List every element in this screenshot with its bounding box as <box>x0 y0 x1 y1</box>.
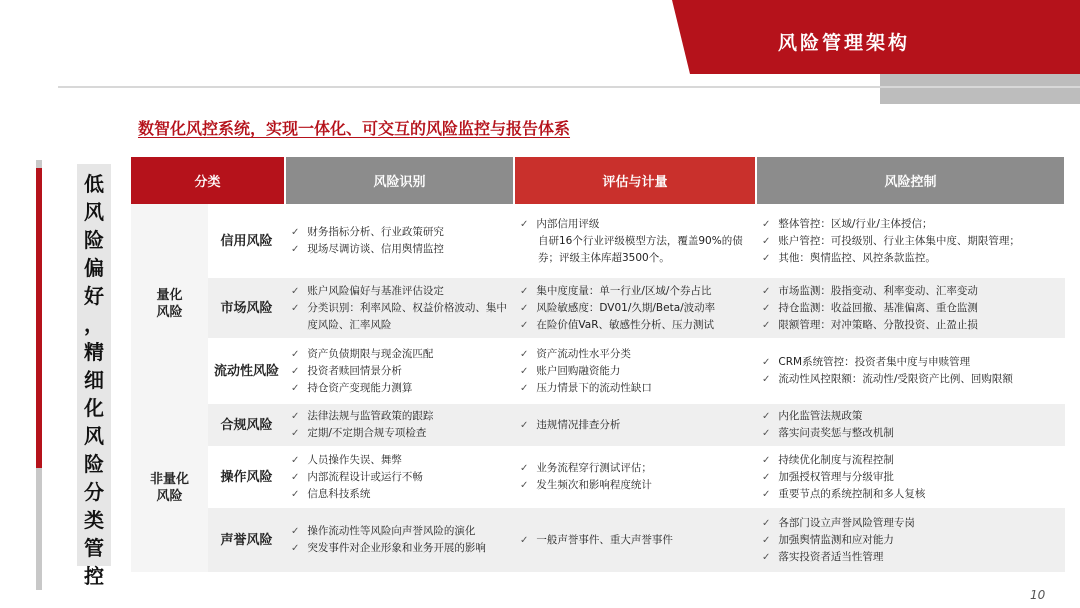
list-item-text: 现场尽调访谈、信用舆情监控 <box>307 243 444 255</box>
vertical-title-char: 偏 <box>84 256 104 280</box>
check-mark-icon: ✓ <box>762 551 771 563</box>
list-item <box>520 363 750 380</box>
list-item-text: 业务流程穿行测试评估； <box>536 462 652 474</box>
list-item-text: 限额管理：对冲策略、分散投资、止盈止损 <box>778 318 978 331</box>
vertical-title-char: 控 <box>84 564 104 588</box>
list-item-text: 一般声誉事件、重大声誉事件 <box>536 533 673 546</box>
vertical-title-char: 风 <box>84 424 104 448</box>
vertical-title-char: 分 <box>84 480 104 504</box>
vertical-title <box>77 170 111 590</box>
list-item-text: 操作流动性等风险向声誉风险的演化 <box>307 525 476 537</box>
list-item-text: 压力情景下的流动性缺口 <box>536 381 652 394</box>
list-item <box>520 346 750 363</box>
list-item-text: 持仓资产变现能力测算 <box>307 381 413 394</box>
check-mark-icon: ✓ <box>291 348 300 360</box>
check-mark-icon: ✓ <box>762 235 771 247</box>
check-mark-icon: ✓ <box>291 428 300 439</box>
check-mark-icon: ✓ <box>291 382 300 394</box>
list-item <box>520 460 750 477</box>
list-item <box>291 408 508 425</box>
check-mark-icon: ✓ <box>520 319 529 331</box>
header-category: 分类 <box>131 157 285 204</box>
check-mark-icon: ✓ <box>291 526 300 537</box>
list-item-text: 重要节点的系统控制和多人复核 <box>778 487 926 500</box>
check-mark-icon: ✓ <box>520 419 529 431</box>
list-item <box>762 425 1059 442</box>
list-item <box>520 300 750 317</box>
list-item <box>520 380 750 397</box>
check-mark-icon: ✓ <box>291 454 300 466</box>
risk-category: 操作风险 <box>208 446 285 508</box>
header-control: 风险控制 <box>756 157 1065 204</box>
list-item-text: 账户风险偏好与基准评估设定 <box>307 284 444 297</box>
check-mark-icon: ✓ <box>291 227 300 238</box>
header-identify: 风险识别 <box>285 157 514 204</box>
vertical-title-char: 风 <box>84 200 104 224</box>
vertical-title-char: 好 <box>84 284 104 308</box>
list-item-text: 突发事件对企业形象和业务开展的影响 <box>307 542 486 554</box>
list-item <box>520 477 750 494</box>
check-mark-icon: ✓ <box>291 488 300 500</box>
check-mark-icon: ✓ <box>520 365 529 377</box>
vertical-title-char: 精 <box>84 340 104 364</box>
check-mark-icon: ✓ <box>520 302 529 314</box>
check-mark-icon: ✓ <box>520 463 529 474</box>
left-accent-bar-red <box>36 168 42 468</box>
check-mark-icon: ✓ <box>762 319 771 331</box>
list-item <box>520 283 750 300</box>
list-item-note: 自研16个行业评级模型方法，覆盖90%的债券；评级主体库超3500个。 <box>538 234 743 264</box>
check-mark-icon: ✓ <box>520 534 529 546</box>
list-item <box>762 233 1059 250</box>
list-item <box>762 250 1059 267</box>
list-item-text: 信息科技系统 <box>307 487 371 500</box>
list-item <box>291 380 508 397</box>
list-item <box>291 241 508 258</box>
check-mark-icon: ✓ <box>291 471 300 483</box>
header-shadow <box>880 74 1080 104</box>
group-label <box>131 204 208 404</box>
check-mark-icon: ✓ <box>520 382 529 394</box>
risk-category: 市场风险 <box>208 278 285 338</box>
list-item <box>762 452 1059 469</box>
check-mark-icon: ✓ <box>291 285 300 297</box>
list-item-text: 内部流程设计或运行不畅 <box>307 470 423 483</box>
list-item-text: 账户回购融资能力 <box>536 364 621 377</box>
check-mark-icon: ✓ <box>520 218 529 230</box>
page-number: 10 <box>1030 588 1046 602</box>
section-subtitle: 数智化风控系统，实现一体化、可交互的风险监控与报告体系 <box>138 119 571 138</box>
list-item-text: 其他：舆情监控、风控条款监控。 <box>778 251 936 264</box>
list-item <box>520 532 750 549</box>
list-item-text: 投资者赎回情景分析 <box>307 364 402 377</box>
risk-category: 流动性风险 <box>208 338 285 404</box>
list-item <box>762 283 1059 300</box>
table-row <box>131 338 1065 404</box>
list-item-text: 整体管控：区域/行业/主体授信； <box>778 217 933 230</box>
vertical-title-char: 险 <box>84 452 104 476</box>
table-row <box>131 508 1065 572</box>
list-item <box>762 371 1059 388</box>
list-item-text: 内化监管法规政策 <box>778 410 863 422</box>
check-mark-icon: ✓ <box>520 285 529 297</box>
group-label-line: 量化 <box>156 288 183 303</box>
list-item <box>762 486 1059 503</box>
list-item-text: 定期/不定期合规专项检查 <box>307 427 427 439</box>
check-mark-icon: ✓ <box>762 252 771 264</box>
group-label-line: 风险 <box>156 305 183 320</box>
list-item <box>762 354 1059 371</box>
header-assess: 评估与计量 <box>514 157 756 204</box>
list-item-text: 资产负债期限与现金流匹配 <box>307 347 434 360</box>
list-item <box>762 515 1059 532</box>
check-mark-icon: ✓ <box>762 374 771 385</box>
table-row <box>131 278 1065 338</box>
list-item-text: 持仓监测：收益回撤、基准偏离、重仓监测 <box>778 301 978 314</box>
list-item-text: 违规情况排查分析 <box>536 418 621 431</box>
vertical-title-char: 化 <box>84 396 104 420</box>
group-label-line: 非量化 <box>149 472 189 487</box>
table-row <box>131 404 1065 446</box>
list-item-text: 集中度度量：单一行业/区域/个券占比 <box>536 284 712 297</box>
vertical-title-char: ， <box>84 312 104 336</box>
list-item-text: 财务指标分析、行业政策研究 <box>307 226 444 238</box>
list-item-text: 加强舆情监测和应对能力 <box>778 533 894 546</box>
list-item <box>762 532 1059 549</box>
list-item-text: 市场监测：股指变动、利率变动、汇率变动 <box>778 284 978 297</box>
table-row <box>131 204 1065 278</box>
check-mark-icon: ✓ <box>291 244 300 255</box>
check-mark-icon: ✓ <box>762 285 771 297</box>
group-label <box>131 404 208 572</box>
list-item <box>520 317 750 334</box>
group-label-line: 风险 <box>156 489 183 504</box>
vertical-title-char: 险 <box>84 228 104 252</box>
risk-category: 合规风险 <box>208 404 285 446</box>
check-mark-icon: ✓ <box>291 411 300 422</box>
list-item-text: 账户管控：可投级别、行业主体集中度、期限管理； <box>778 234 1020 247</box>
list-item-text: 各部门设立声誉风险管理专岗 <box>778 516 915 529</box>
list-item-text: CRM系统管控：投资者集中度与申赎管理 <box>778 356 971 368</box>
check-mark-icon: ✓ <box>762 302 771 314</box>
list-item-text: 风险敏感度：DV01/久期/Beta/波动率 <box>536 301 716 314</box>
check-mark-icon: ✓ <box>520 348 529 360</box>
vertical-title-char: 细 <box>84 368 104 392</box>
list-item <box>291 346 508 363</box>
list-item <box>291 540 508 557</box>
list-item <box>762 216 1059 233</box>
list-item <box>291 523 508 540</box>
check-mark-icon: ✓ <box>762 454 771 466</box>
list-item <box>291 363 508 380</box>
table-header-row <box>131 157 1065 204</box>
list-item-text: 内部信用评级 <box>536 217 600 230</box>
check-mark-icon: ✓ <box>291 543 300 554</box>
check-mark-icon: ✓ <box>291 365 300 377</box>
risk-category: 信用风险 <box>208 204 285 278</box>
list-item-text: 持续优化制度与流程控制 <box>778 453 894 466</box>
list-item <box>291 300 508 334</box>
list-item-text: 加强授权管理与分级审批 <box>778 470 894 483</box>
risk-matrix-table <box>131 157 1066 572</box>
list-item <box>291 486 508 503</box>
vertical-title-char: 低 <box>84 172 104 196</box>
check-mark-icon: ✓ <box>762 411 771 422</box>
check-mark-icon: ✓ <box>762 218 771 230</box>
list-item <box>762 317 1059 334</box>
list-item-text: 落实投资者适当性管理 <box>778 550 884 563</box>
table-row <box>131 446 1065 508</box>
list-item-text: 法律法规与监管政策的跟踪 <box>307 410 434 422</box>
divider-line <box>58 86 1080 88</box>
list-item-text: 分类识别：利率风险、权益价格波动、集中度风险、汇率风险 <box>307 301 507 331</box>
check-mark-icon: ✓ <box>762 517 771 529</box>
list-item <box>291 452 508 469</box>
check-mark-icon: ✓ <box>762 488 771 500</box>
list-item <box>291 224 508 241</box>
list-item <box>291 469 508 486</box>
check-mark-icon: ✓ <box>762 471 771 483</box>
check-mark-icon: ✓ <box>762 428 771 439</box>
list-item <box>762 300 1059 317</box>
page-title: 风险管理架构 <box>778 32 911 54</box>
list-item-text: 人员操作失误、舞弊 <box>307 453 402 466</box>
check-mark-icon: ✓ <box>762 357 771 368</box>
list-item-text: 流动性风控限额：流动性/受限资产比例、回购限额 <box>778 373 1013 385</box>
list-item <box>291 425 508 442</box>
check-mark-icon: ✓ <box>291 302 300 314</box>
list-item <box>520 417 750 434</box>
list-item <box>762 469 1059 486</box>
list-item <box>762 549 1059 566</box>
list-item-text: 发生频次和影响程度统计 <box>536 479 652 491</box>
vertical-title-char: 类 <box>84 508 104 532</box>
check-mark-icon: ✓ <box>762 534 771 546</box>
list-item-text: 落实问责奖惩与整改机制 <box>778 427 894 439</box>
risk-category: 声誉风险 <box>208 508 285 572</box>
list-item <box>291 283 508 300</box>
list-item <box>762 408 1059 425</box>
list-item <box>520 216 750 233</box>
vertical-title-char: 管 <box>84 536 104 560</box>
list-item-text: 资产流动性水平分类 <box>536 347 631 360</box>
list-item-text: 在险价值VaR、敏感性分析、压力测试 <box>536 318 714 331</box>
check-mark-icon: ✓ <box>520 480 529 491</box>
